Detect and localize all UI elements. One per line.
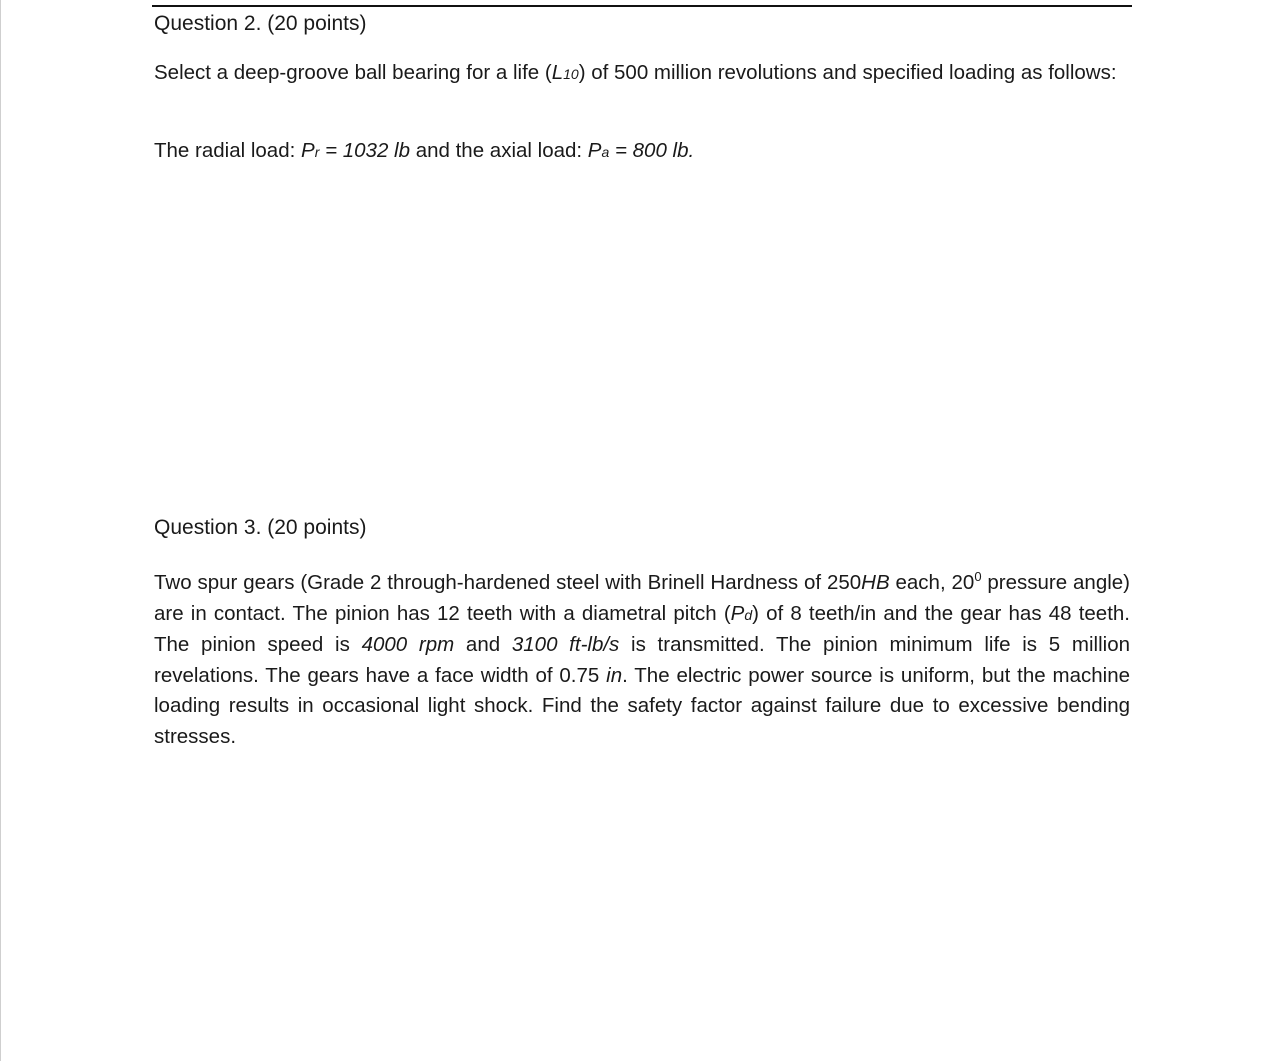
document-page	[154, 0, 1132, 1061]
q2-p2-text-2: and the axial load:	[410, 139, 588, 162]
hardness-unit: HB	[861, 571, 890, 594]
life-subscript: 10	[563, 66, 579, 82]
q3-text-1: Two spur gears (Grade 2 through-hardened steel with Brinell Hardness of 250	[154, 571, 862, 594]
axial-load-symbol: P	[587, 139, 602, 162]
transmitted-power: 3100 ft-lb/s	[511, 633, 620, 656]
question-2-heading: Question 2. (20 points)	[154, 12, 367, 35]
question-2-paragraph-2	[154, 136, 1130, 168]
radial-load-symbol: P	[301, 139, 315, 162]
q3-text-6: is transmitted. The pinion minimum life is 5 million revelations. The gears have a face width of 0.75	[154, 633, 1130, 687]
degree-superscript: 0	[974, 569, 982, 584]
life-symbol: L	[551, 61, 564, 84]
q3-text-4: ) of 8 teeth/in and the gear has 48 teeth. The pinion speed is	[154, 601, 1130, 656]
q3-text-2: each, 20	[889, 571, 975, 594]
q3-text-7: . The electric power source is uniform, but the machine loading results in occasional light shock. Find the safety factor against failure due to excessive bending stresses.	[154, 663, 1131, 748]
question-2-paragraph-1	[154, 58, 1130, 90]
question-3-paragraph	[154, 562, 1130, 752]
q3-text-5: and	[454, 633, 512, 656]
q3-text-3: pressure angle) are in contact. The pinion has 12 teeth with a diametral pitch (	[154, 571, 1131, 625]
question-3-heading: Question 3. (20 points)	[154, 516, 367, 539]
diametral-pitch-subscript: d	[744, 606, 753, 623]
q2-p1-text-1: Select a deep-groove ball bearing for a life (	[154, 61, 552, 84]
radial-load-value: = 1032 lb	[319, 139, 410, 162]
axial-load-value: = 800 lb.	[609, 139, 695, 162]
q2-p2-text-1: The radial load:	[154, 139, 302, 162]
diametral-pitch-symbol: P	[730, 601, 745, 625]
page-left-edge	[0, 0, 1, 1061]
radial-load-subscript: r	[314, 144, 320, 160]
top-rule	[152, 5, 1132, 7]
axial-load-subscript: a	[601, 144, 610, 160]
q2-p1-text-2: ) of 500 million revolutions and specified loading as follows:	[578, 61, 1117, 84]
face-width-unit: in	[606, 663, 623, 687]
pinion-speed: 4000 rpm	[361, 633, 455, 656]
